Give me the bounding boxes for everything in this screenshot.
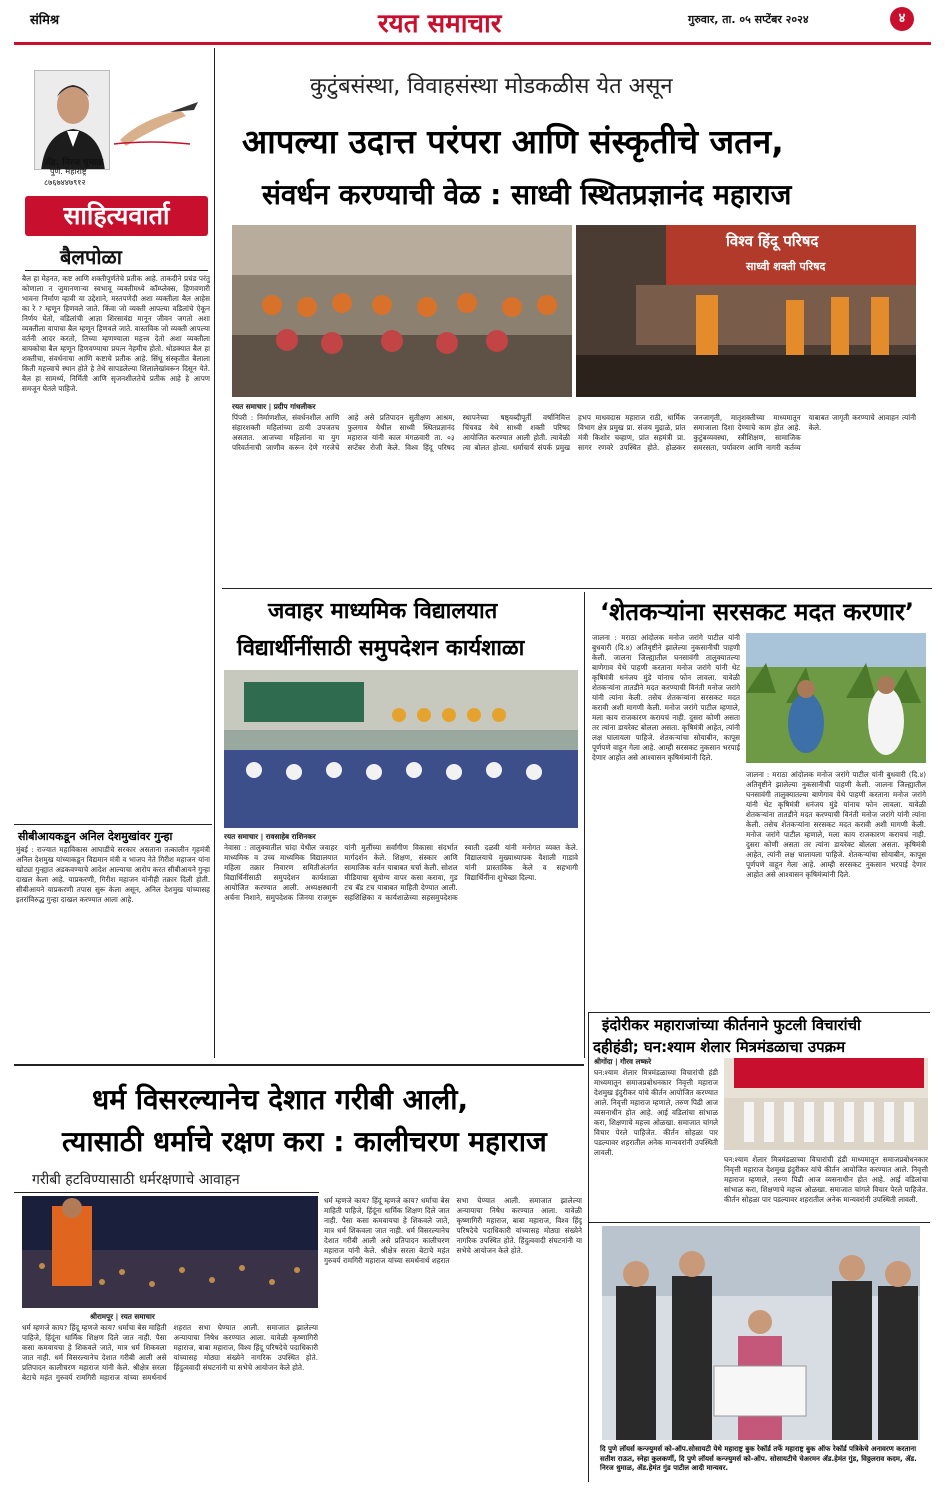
shetkari-body-col1: जालना : मराठा आंदोलक मनोज जरांगे पाटील यांनी बुधवारी (दि.४) अतिवृष्टीने झालेल्या नुकसानीची पाहणी केली. जालना जिल्ह्यातील घनसावंगी तालुक्यातल्या बाणेगाव येथे पाहणी करताना मनोज जरांगे यांनी थेट कृषिमंत्री धनंजय मुंडे यांनाच फोन लावला. यावेळी शेतकऱ्यांना तातडीने मदत करण्याची विनंती मनोज जरांगे यांनी त्यांना केली. तसेच शेतकऱ्यांना सरसकट मदत करावी अशी मागणी केली. मनोज जरांगे पाटील म्हणाले, मला काय राजकारण करायचं नाही. दुसरा कोणी असता तर त्यांना डायरेक्ट बोलला असता. कृषिमंत्री आहेत, त्यांनी लक्ष घालायला पाहिजे. शेतकऱ्यांचा सोयाबीन, कापूस पूर्णपणे वाहून गेला आहे. आम्ही सरसकट नुकसान भरपाई देणार आहोत असे आश्वासन कृषिमंत्र्यांनी दिले. [592,633,740,762]
jawahar-body: नेवासा : तालुक्यातील चांदा येथील जवाहर माध्यमिक व उच्च माध्यमिक विद्यालयात महिला तक्रार निवारण समितीअंतर्गत विद्यार्थिनींसाठी समुपदेशन कार्यशाळा आयोजित करण्यात आली. अध्यक्षस्थानी अर्चना निशाने, समुपदेशक जिनया राजगुरू यांनी मुलींच्या सर्वांगीण विकासा संदर्भात मार्गदर्शन केले. शिक्षण, संस्कार आणि सामाजिक वर्तन याबाबत चर्चा केली. सोशल मीडियाचा सुयोग्य वापर कसा करावा, गुड टच बॅड टच याबाबत माहिती देण्यात आली. सहशिक्षिका व कार्यशाळेच्या सहसमुपदेशक स्वाती दळवी यांनी मनोगत व्यक्त केले. विद्यालयाचे मुख्याध्यापक वैशाली गाडावे यांनी प्रास्ताविक केले व सहभागी विद्यार्थिनींना शुभेच्छा दिल्या. [224,843,578,902]
sbi-rule [14,824,212,825]
author-phone: ८७६७४४७९१२ [44,178,86,187]
vhp-banner-subtext: साध्वी शक्ती परिषद [746,260,826,273]
kirtan-photo [724,1058,928,1150]
column-article-title: बैलपोळा [60,245,122,269]
jawahar-headline-2: विद्यार्थीनींसाठी समुपदेशन कार्यशाळा [237,636,525,661]
felicitation-caption: दि पुणे लॉयर्स कन्ज्युमर्स को-ऑप.सोसायटी येथे महाराष्ट्र बुक रेकॉर्ड तर्फे महाराष्ट्र बुक ऑफ रेकॉर्ड पत्रिकेचे अनावरण करताना सतीश राऊत, स्नेहा कुलकर्णी, दि पुणे लॉयर्स कन्ज्युमर्स को-ऑप. सोसायटीचे चेअरमन ॲड.हेमंत गुंड, विठ्ठलराव कदम, ॲड. निरज धुमाळ, ॲड.हेमंत गुंड पाटील आदी मान्यवर. [600,1445,917,1472]
top-story-kicker: कुटुंबसंस्था, विवाहसंस्था मोडकळीस येत असून [310,74,673,99]
dharma-byline: श्रीरामपूर | रयत समाचार [90,1312,155,1321]
top-story-bottom-rule [222,588,932,589]
page-number-badge: ४ [890,7,914,31]
jawahar-byline: रयत समाचार | रावसाहेब राशिनकर [224,832,316,841]
column-article-body: बैल हा मेहनत, कष्ट आणि शक्तीपूर्णतेचे प्रतीक आहे. ताकदीने प्रचंड परंतु कोणाला न जुमानणाऱ्या स्वभावू व्यक्तीमध्ये कॉम्प्लेक्स, हिणवणारी भावना निर्माण व्हावी या उद्देशाने, मस्तपणेदी अशा व्यक्तीला बैल आहेस का रे ? म्हणून हिणवले जाते. किंवा जो व्यक्ती आपल्या वडिलांचे ऐकून निर्णय घेतो, वडिलांची आज्ञा शिरसावंद्य मानून जीवन जगतो अशा व्यक्तीला वापाचा बैल म्हणून हिणवले जाते. वास्तविक जो व्यक्ती आपल्या वर्तनी आदर करतो, तिच्या म्हणण्याला महत्त्व देतो अशा व्यक्तीला बायकोचा बैल म्हणून हिणवण्याचा प्रयत्न नेहमीच होतो. थोडक्यात बैल हा शक्तीचा, संवर्धनाचा आणि कष्टाचे प्रतीक आहे. सिंधू संस्कृतीत बैलाला किती महत्त्वाचे स्थान होते हे तेथे सापडलेल्या शिलालेखांवरून दिसून येते. बैल हा सामर्थ्य, निर्मिती आणि सृजनशीलतेचे प्रतीक आहे हे आपण समजून घेतले पाहिजे. [22,274,210,393]
newspaper-title: रयत समाचार [378,9,502,39]
bottom-photo-top-rule [588,1222,930,1223]
indori-headline-1: इंदोरीकर महाराजांच्या कीर्तनाने फुटली विचारांची [602,1016,861,1034]
section-label: संमिश्र [30,13,60,28]
indori-byline: श्रीगोंदा | गौरव लष्करे [594,1057,652,1066]
indori-headline-2: दहीहंडी; घन:श्याम शेलार मित्रमंडळाचा उपक्रम [593,1038,846,1056]
left-column-divider [214,48,215,1058]
dharma-headline-1: धर्म विसरल्यानेच देशात गरीबी आली, [92,1083,469,1116]
author-name: ॲड. निरज धुमाळ [44,158,104,168]
dharma-indori-divider [588,1012,589,1482]
jawahar-headline-1: जवाहर माध्यमिक विद्यालयात [268,599,498,624]
column-title-rule [25,270,208,271]
top-story-body: पिंपरी : निर्माणशील, संवर्धनशील आणि संहारशक्ती महिलांच्या ठायी उपजतच असतात. आजच्या महिलांना या युग परिवर्तनाची जाणीव करून देणे गरजेचे आहे असे प्रतिपादन सुतीक्षण आश्रम, फुलगाव येथील साध्वी स्थितप्रज्ञानंद महाराज यांनी काल मंगळवारी ता. ०३ सप्टेंबर रोजी केले. विश्व हिंदू परिषद स्थापनेच्या षष्ठ्यब्दीपूर्ती वर्षानिमित्त चिंचवड येथे साध्वी शक्ती परिषद आयोजित करण्यात आली होती. त्यावेळी त्या बोलत होत्या. धर्माचार्य संपर्क प्रमुख हभप माधवदास महाराज राठी, धार्मिक विभाग क्षेत्र प्रमुख प्रा. संजय मुद्राळे, प्रांत मंत्री किशोर चव्हाण, प्रांत सहमंत्री प्रा. सागर रणवरे उपस्थित होते. होळकर जनजागृती, मातृशक्तीच्या माध्यमातून समाजाला दिशा देण्याचे काम होत आहे. कुटुंबव्यवस्था, स्त्रीशिक्षण, सामाजिक समरसता, पर्यावरण आणि नागरी कर्तव्य याबाबत जागृती करण्याचे आवाहन त्यांनी केले. [232,413,916,452]
column-banner: साहित्यवार्ता [25,196,208,236]
indori-top-rule [588,1012,930,1013]
issue-date: गुरुवार, ता. ०५ सप्टेंबर २०२४ [688,13,809,26]
jawahar-shetkari-divider [584,592,585,1058]
shetkari-body-col2: जालना : मराठा आंदोलक मनोज जरांगे पाटील यांनी बुधवारी (दि.४) अतिवृष्टीने झालेल्या नुकसानीची पाहणी केली. जालना जिल्ह्यातील घनसावंगी तालुक्यातल्या बाणेगाव येथे पाहणी करताना मनोज जरांगे यांनी थेट कृषिमंत्री धनंजय मुंडे यांनाच फोन लावला. यावेळी शेतकऱ्यांना तातडीने मदत करण्याची विनंती मनोज जरांगे यांनी त्यांना केली. तसेच शेतकऱ्यांना सरसकट मदत करावी अशी मागणी केली. मनोज जरांगे पाटील म्हणाले, मला काय राजकारण करायचं नाही. दुसरा कोणी असता तर त्यांना डायरेक्ट बोलला असता. कृषिमंत्री आहेत, त्यांनी लक्ष घालायला पाहिजे. शेतकऱ्यांचा सोयाबीन, कापूस पूर्णपणे वाहून गेला आहे. आम्ही सरसकट नुकसान भरपाई देणार आहोत असे आश्वासन कृषिमंत्र्यांनी दिले. [746,770,926,879]
dharma-body-left: धर्म म्हणजे काय? हिंदू म्हणजे काय? धर्माचा बेस माहिती पाहिजे, हिंदूंना धार्मिक शिक्षण दिले जात नाही. पैसा कसा कमवायचा हे शिकवले जाते, मात्र धर्म शिकवला जात नाही. धर्म विसरल्यानेच देशात गरीबी आली असे प्रतिपादन कालीचरण महाराज यांनी केले. श्रीक्षेत्र सरला बेटाचे महंत गुरुवर्य रामगिरी महाराज यांच्या समर्थनार्थ शहरात सभा घेण्यात आली. समाजात झालेल्या अन्यायाचा निषेध करण्यात आला. यावेळी कृष्णागिरी महाराज, बाबा महाराज, विश्व हिंदू परिषदेचे पदाधिकारी यांच्यासह मोठ्या संख्येने नागरिक उपस्थित होते. हिंदुत्ववादी संघटनांनी या सभेचे आयोजन केले होते. [22,1323,318,1382]
pen-hand-icon [110,100,200,150]
sadhvi-audience-photo [232,225,572,397]
dharma-top-rule [14,1064,584,1066]
author-place: पुणे. महाराष्ट्र [50,167,87,176]
sbi-headline: सीबीआयकडून अनिल देशमुखांवर गुन्हा [18,830,173,843]
top-story-headline-2: संवर्धन करण्याची वेळ : साध्वी स्थितप्रज्ञानंद महाराज [262,178,792,211]
dharma-headline-2: त्यासाठी धर्माचे रक्षण करा : कालीचरण महाराज [62,1125,547,1158]
dharma-sub-rule [14,1192,319,1193]
indori-body-col2: घन:श्याम शेलार मित्रमंडळाच्या विचारांची हंडी माध्यमातून समाजप्रबोधनकार निवृत्ती महाराज देशमुख इंदुरीकर यांचे कीर्तन आयोजित करण्यात आले. निवृत्ती महाराज म्हणाले, तरुण पिढी आज व्यसनाधीन होत आहे. आई वडिलांचा सांभाळ करा, शिक्षणाचे महत्त्व ओळखा. समाजात चांगले विचार पेरले पाहिजेत. कीर्तन सोहळा पार पडल्यावर शहरातील अनेक मान्यवरांनी उपस्थिती लावली. [724,1155,928,1204]
dharma-body-right: धर्म म्हणजे काय? हिंदू म्हणजे काय? धर्माचा बेस माहिती पाहिजे, हिंदूंना धार्मिक शिक्षण दिले जात नाही. पैसा कसा कमवायचा हे शिकवले जाते, मात्र धर्म शिकवला जात नाही. धर्म विसरल्यानेच देशात गरीबी आली असे प्रतिपादन कालीचरण महाराज यांनी केले. श्रीक्षेत्र सरला बेटाचे महंत गुरुवर्य रामगिरी महाराज यांच्या समर्थनार्थ शहरात सभा घेण्यात आली. समाजात झालेल्या अन्यायाचा निषेध करण्यात आला. यावेळी कृष्णागिरी महाराज, बाबा महाराज, विश्व हिंदू परिषदेचे पदाधिकारी यांच्यासह मोठ्या संख्येने नागरिक उपस्थित होते. हिंदुत्ववादी संघटनांनी या सभेचे आयोजन केले होते. [324,1196,582,1265]
dharma-subheadline: गरीबी हटविण्यासाठी धर्मरक्षणाचे आवाहन [32,1172,240,1188]
top-story-headline-1: आपल्या उदात्त परंपरा आणि संस्कृतीचे जतन, [242,122,784,161]
shetkari-headline: ‘शेतकऱ्यांना सरसकट मदत करणार’ [600,598,915,626]
rally-crowd-photo [22,1196,318,1308]
masthead-rule [14,42,931,45]
vhp-banner-text: विश्व हिंदू परिषद [726,232,819,250]
indori-body: घन:श्याम शेलार मित्रमंडळाच्या विचारांची हंडी माध्यमातून समाजप्रबोधनकार निवृत्ती महाराज देशमुख इंदुरीकर यांचे कीर्तन आयोजित करण्यात आले. निवृत्ती महाराज म्हणाले, तरुण पिढी आज व्यसनाधीन होत आहे. आई वडिलांचा सांभाळ करा, शिक्षणाचे महत्त्व ओळखा. समाजात चांगले विचार पेरले पाहिजेत. कीर्तन सोहळा पार पडल्यावर शहरातील अनेक मान्यवरांनी उपस्थिती लावली. [594,1068,718,1157]
sadhvi-stage-photo [576,225,916,397]
crop-inspection-photo [746,633,926,763]
top-story-byline: रयत समाचार | प्रदीप गांधलीकर [232,402,316,411]
workshop-photo [224,670,578,828]
sbi-article-body: मुंबई : राज्यात महाविकास आघाडीचे सरकार असताना तत्कालीन गृहमंत्री अनिल देशमुख यांच्याकडून विद्यमान मंत्री व भाजप नेते गिरीश महाजन यांना खोट्या गुन्ह्यात अडकवण्याचे आदेश आल्याचा आरोप करत सीबीआयने गुन्हा दाखल केला आहे. याप्रकरणी, गिरीश महाजन यांनीही तक्रार दिली होती. सीबीआयने याप्रकरणी तपास सुरू केला असून, अनिल देशमुख यांच्यासह इतरांविरुद्ध गुन्हा दाखल करण्यात आला आहे. [16,845,210,904]
felicitation-photo [602,1226,920,1440]
